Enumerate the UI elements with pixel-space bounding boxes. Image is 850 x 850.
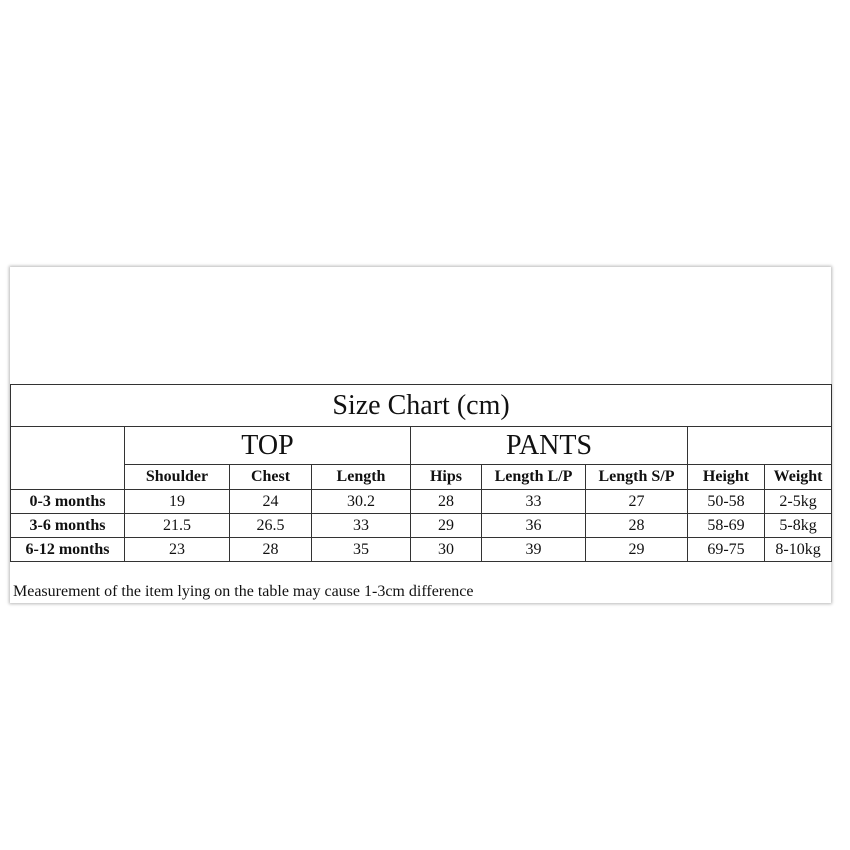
column-header-weight: Weight [765, 465, 832, 490]
table-cell: 28 [586, 514, 688, 538]
table-cell: 30.2 [312, 490, 411, 514]
chart-title: Size Chart (cm) [11, 385, 832, 427]
column-header-shoulder: Shoulder [125, 465, 230, 490]
column-header-length-lp: Length L/P [482, 465, 586, 490]
table-cell: 30 [411, 538, 482, 562]
table-cell: 39 [482, 538, 586, 562]
row-label: 6-12 months [11, 538, 125, 562]
table-cell: 28 [411, 490, 482, 514]
table-cell: 8-10kg [765, 538, 832, 562]
table-cell: 21.5 [125, 514, 230, 538]
group-top: TOP [125, 427, 411, 465]
column-header-hips: Hips [411, 465, 482, 490]
table-cell: 36 [482, 514, 586, 538]
table-cell: 29 [411, 514, 482, 538]
table-cell: 23 [125, 538, 230, 562]
column-header-length-sp: Length S/P [586, 465, 688, 490]
table-cell: 5-8kg [765, 514, 832, 538]
group-empty-cell [688, 427, 832, 465]
size-chart-table [10, 384, 832, 562]
empty-corner-cell [11, 427, 125, 490]
column-header-row [11, 465, 832, 490]
table-cell: 2-5kg [765, 490, 832, 514]
table-cell: 27 [586, 490, 688, 514]
title-row [11, 385, 832, 427]
group-header-row [11, 427, 832, 465]
column-header-length: Length [312, 465, 411, 490]
table-cell: 26.5 [230, 514, 312, 538]
table-row [11, 538, 832, 562]
measurement-note: Measurement of the item lying on the table may cause 1-3cm difference [13, 583, 474, 600]
table-row [11, 514, 832, 538]
group-pants: PANTS [411, 427, 688, 465]
table-cell: 69-75 [688, 538, 765, 562]
table-row [11, 490, 832, 514]
row-label: 0-3 months [11, 490, 125, 514]
table-cell: 29 [586, 538, 688, 562]
table-cell: 35 [312, 538, 411, 562]
column-header-chest: Chest [230, 465, 312, 490]
column-header-height: Height [688, 465, 765, 490]
row-label: 3-6 months [11, 514, 125, 538]
table-cell: 33 [312, 514, 411, 538]
table-cell: 33 [482, 490, 586, 514]
table-cell: 19 [125, 490, 230, 514]
table-cell: 58-69 [688, 514, 765, 538]
size-chart-card [10, 267, 831, 603]
table-cell: 28 [230, 538, 312, 562]
table-cell: 24 [230, 490, 312, 514]
table-cell: 50-58 [688, 490, 765, 514]
